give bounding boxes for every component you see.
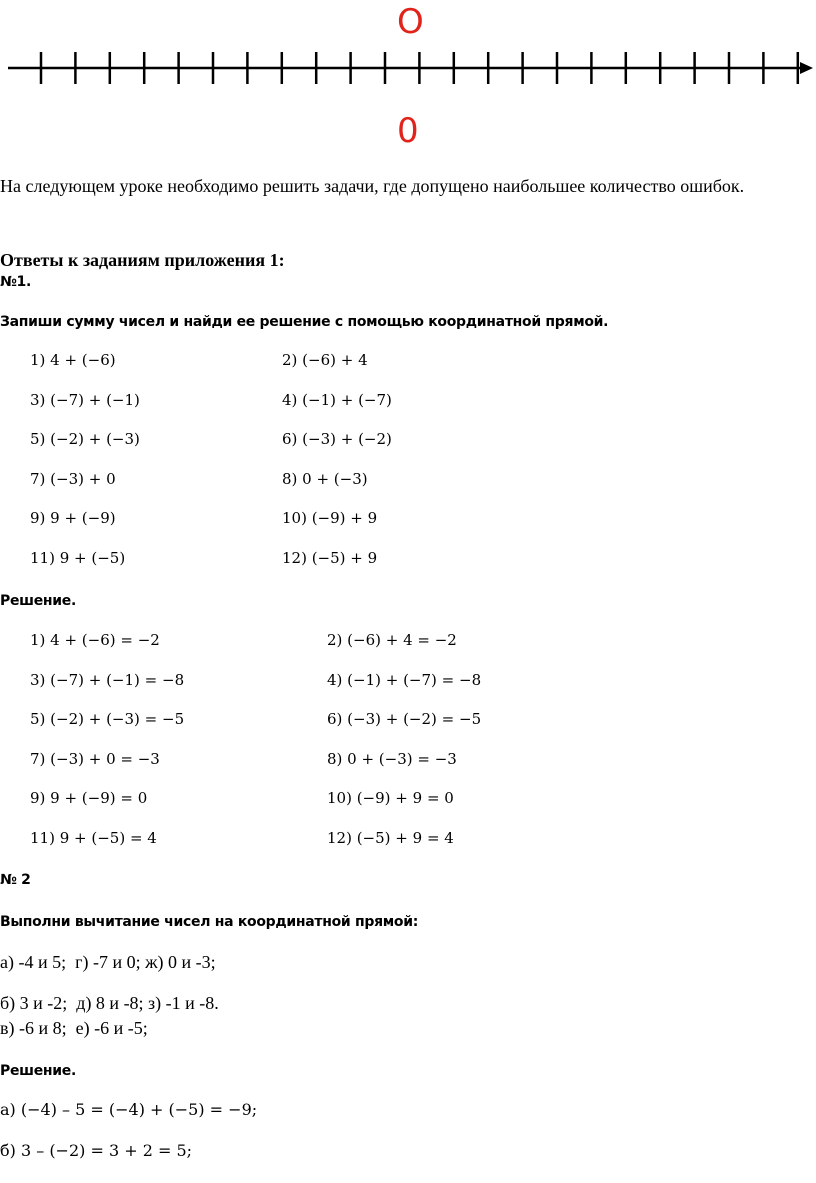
number-line-zero-label: 0	[397, 111, 419, 151]
task1-solution-7: 7) (−3) + 0 = −3	[30, 749, 160, 768]
task1-solution-label: Решение.	[0, 593, 77, 609]
task1-problem-5: 5) (−2) + (−3)	[30, 430, 140, 448]
number-line-top-label: O	[397, 2, 424, 42]
task1-solution-6: 6) (−3) + (−2) = −5	[327, 710, 482, 728]
task1-problem-4: 4) (−1) + (−7)	[282, 390, 392, 409]
task1-solution-5: 5) (−2) + (−3) = −5	[30, 710, 185, 728]
answers-heading: Ответы к заданиям приложения 1:	[0, 250, 285, 270]
task1-solution-9: 9) 9 + (−9) = 0	[30, 789, 148, 807]
task2-line-1: а) -4 и 5; г) -7 и 0; ж) 0 и -3;	[0, 952, 216, 972]
task1-problem-3: 3) (−7) + (−1)	[30, 390, 140, 409]
task1-solution-12: 12) (−5) + 9 = 4	[327, 828, 454, 847]
task1-instruction: Запиши сумму чисел и найди ее решение с помощью координатной прямой.	[0, 314, 609, 330]
arrow-head-icon	[800, 62, 813, 74]
task2-number: № 2	[0, 872, 31, 888]
task2-instruction: Выполни вычитание чисел на координатной прямой:	[0, 914, 419, 930]
task1-solution-3: 3) (−7) + (−1) = −8	[30, 670, 185, 689]
task1-solution-8: 8) 0 + (−3) = −3	[327, 749, 457, 768]
task2-line-3: в) -6 и 8; е) -6 и -5;	[0, 1018, 148, 1038]
task1-solution-4: 4) (−1) + (−7) = −8	[327, 670, 482, 689]
intro-paragraph: На следующем уроке необходимо решить задачи, где допущено наибольшее количество ошибок.	[0, 176, 745, 196]
task1-solution-2: 2) (−6) + 4 = −2	[327, 631, 457, 649]
task1-solution-1: 1) 4 + (−6) = −2	[30, 631, 160, 649]
task1-problem-2: 2) (−6) + 4	[282, 351, 368, 369]
task1-problem-1: 1) 4 + (−6)	[30, 351, 116, 369]
task1-problem-7: 7) (−3) + 0	[30, 469, 116, 488]
task1-problem-11: 11) 9 + (−5)	[30, 548, 126, 567]
task1-solution-11: 11) 9 + (−5) = 4	[30, 828, 157, 847]
task1-problem-8: 8) 0 + (−3)	[282, 469, 368, 488]
task2-solution-b: б) 3 – (−2) = 3 + 2 = 5;	[0, 1141, 193, 1160]
task1-problem-6: 6) (−3) + (−2)	[282, 430, 392, 448]
task2-solution-label: Решение.	[0, 1063, 77, 1079]
task1-number: №1.	[0, 274, 32, 290]
task1-solution-10: 10) (−9) + 9 = 0	[327, 789, 454, 807]
task1-problem-12: 12) (−5) + 9	[282, 548, 378, 567]
task2-solution-a: а) (−4) – 5 = (−4) + (−5) = −9;	[0, 1100, 258, 1119]
task1-problem-10: 10) (−9) + 9	[282, 509, 378, 527]
task2-line-2: б) 3 и -2; д) 8 и -8; з) -1 и -8.	[0, 993, 219, 1013]
task1-problem-9: 9) 9 + (−9)	[30, 509, 116, 527]
